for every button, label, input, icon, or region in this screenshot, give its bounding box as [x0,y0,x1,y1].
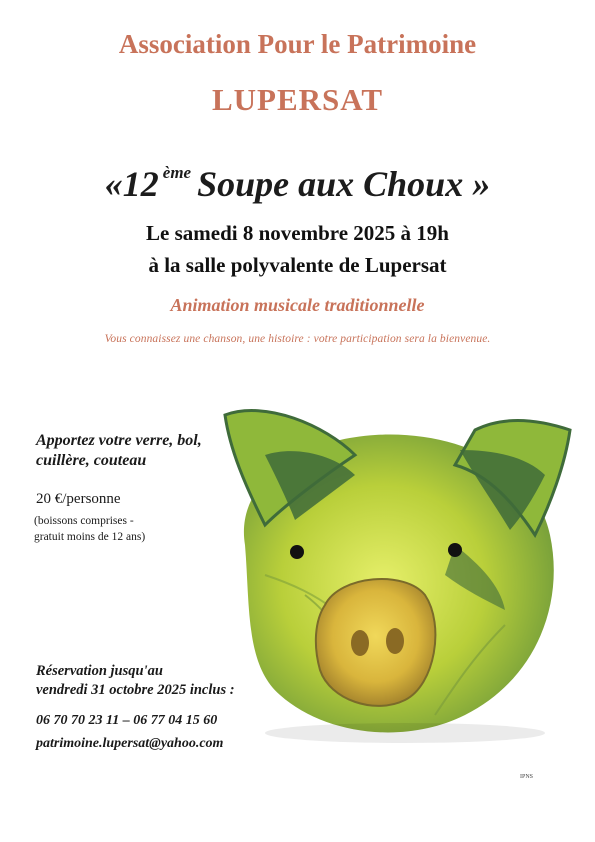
event-venue: à la salle polyvalente de Lupersat [148,253,447,277]
right-nostril [386,628,404,654]
price: 20 €/personne [36,491,121,507]
phone-numbers: 06 70 70 23 11 – 06 77 04 15 60 [36,713,218,728]
animation-note: Animation musicale traditionnelle [170,295,425,315]
cabbage-pig-head-icon [205,395,585,755]
event-title-number: «12 [104,164,159,204]
contact-email: patrimoine.lupersat@yahoo.com [36,736,224,751]
price-note [34,513,204,545]
event-title [0,152,595,205]
price-note-line1: (boissons comprises - [34,515,134,527]
reservation-line1: Réservation jusqu'au [36,663,163,679]
event-date: Le samedi 8 novembre 2025 à 19h [146,221,449,245]
town-name: LUPERSAT [211,82,384,117]
printer-mark: IPNS [520,774,534,780]
left-nostril [351,630,369,656]
bring-items-line2: cuillère, couteau [36,452,147,469]
snout [316,579,436,706]
event-title-ordinal: ème [162,163,192,182]
bring-items-line1: Apportez votre verre, bol, [36,432,202,449]
reservation-line2: vendredi 31 octobre 2025 inclus : [36,682,235,698]
reservation-deadline [36,662,276,700]
participation-invitation: Vous connaissez une chanson, une histoire : votre participation sera la bienvenue. [104,333,491,345]
left-eye [290,545,304,559]
association-name: Association Pour le Patrimoine [118,29,477,59]
event-title-name: Soupe aux Choux » [197,164,491,204]
price-note-line2: gratuit moins de 12 ans) [34,531,146,543]
right-eye [448,543,462,557]
